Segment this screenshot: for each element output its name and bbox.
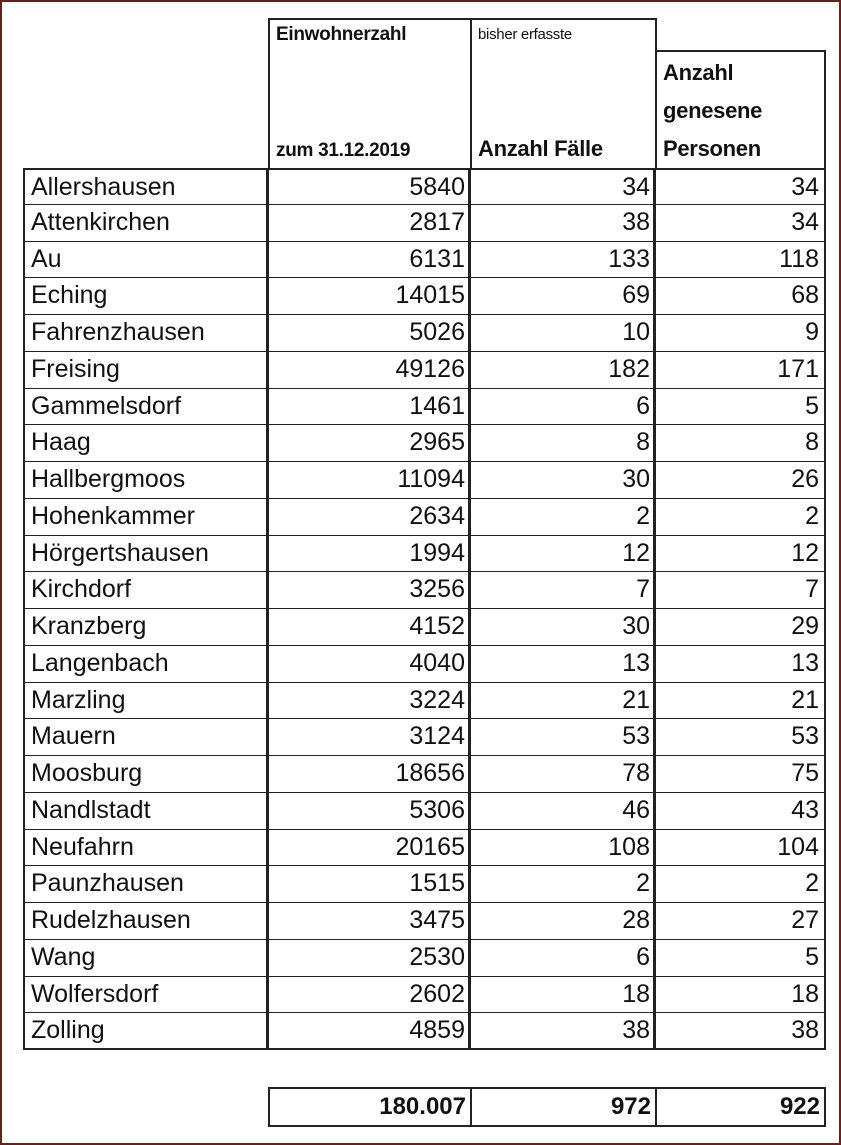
total-recovered: 922 (779, 1093, 820, 1120)
table-row (23, 572, 826, 609)
header-cases-title: Anzahl Fälle (478, 136, 603, 161)
municipality-cell: Neufahrn (23, 830, 268, 867)
municipality-cell: Kranzberg (23, 609, 268, 646)
municipality-cell: Attenkirchen (23, 205, 268, 242)
population-cell: 11094 (268, 462, 470, 499)
cases-cell: 182 (470, 352, 655, 389)
table-row (23, 793, 826, 830)
header-recovered (655, 50, 826, 170)
recovered-cell: 75 (655, 756, 826, 793)
recovered-cell: 2 (655, 499, 826, 536)
table-row (23, 903, 826, 940)
cases-cell: 28 (470, 903, 655, 940)
data-table (23, 168, 826, 1050)
municipality-cell: Zolling (23, 1013, 268, 1050)
population-cell: 3256 (268, 572, 470, 609)
municipality-cell: Paunzhausen (23, 866, 268, 903)
header-cases-sub: bisher erfasste (478, 26, 572, 43)
table-row (23, 1013, 826, 1050)
header-population (268, 18, 472, 170)
population-cell: 1515 (268, 866, 470, 903)
population-cell: 18656 (268, 756, 470, 793)
population-cell: 3124 (268, 719, 470, 756)
municipality-cell: Wolfersdorf (23, 977, 268, 1014)
cases-cell: 108 (470, 830, 655, 867)
recovered-cell: 9 (655, 315, 826, 352)
header-population-title: Einwohnerzahl (276, 24, 407, 45)
table-row (23, 940, 826, 977)
recovered-cell: 171 (655, 352, 826, 389)
recovered-cell: 68 (655, 278, 826, 315)
table-row (23, 278, 826, 315)
cases-cell: 6 (470, 940, 655, 977)
recovered-cell: 118 (655, 242, 826, 279)
table-row (23, 719, 826, 756)
table-row (23, 499, 826, 536)
municipality-cell: Hohenkammer (23, 499, 268, 536)
population-cell: 4152 (268, 609, 470, 646)
table-row (23, 462, 826, 499)
totals-row (268, 1087, 826, 1127)
municipality-cell: Rudelzhausen (23, 903, 268, 940)
municipality-cell: Eching (23, 278, 268, 315)
recovered-cell: 27 (655, 903, 826, 940)
recovered-cell: 18 (655, 977, 826, 1014)
cases-cell: 46 (470, 793, 655, 830)
table-row (23, 315, 826, 352)
population-cell: 3475 (268, 903, 470, 940)
table-row (23, 536, 826, 573)
recovered-cell: 53 (655, 719, 826, 756)
cases-cell: 78 (470, 756, 655, 793)
cases-cell: 30 (470, 609, 655, 646)
cases-cell: 38 (470, 205, 655, 242)
table-row (23, 425, 826, 462)
cases-cell: 2 (470, 499, 655, 536)
table-row (23, 389, 826, 426)
municipality-cell: Freising (23, 352, 268, 389)
cases-cell: 69 (470, 278, 655, 315)
table-row (23, 866, 826, 903)
population-cell: 2634 (268, 499, 470, 536)
municipality-cell: Kirchdorf (23, 572, 268, 609)
cases-cell: 21 (470, 683, 655, 720)
population-cell: 2530 (268, 940, 470, 977)
municipality-cell: Moosburg (23, 756, 268, 793)
table-row (23, 646, 826, 683)
recovered-cell: 34 (655, 205, 826, 242)
cases-cell: 53 (470, 719, 655, 756)
recovered-cell: 38 (655, 1013, 826, 1050)
population-cell: 5840 (268, 168, 470, 205)
recovered-cell: 104 (655, 830, 826, 867)
municipality-cell: Allershausen (23, 168, 268, 205)
population-cell: 5026 (268, 315, 470, 352)
recovered-cell: 43 (655, 793, 826, 830)
header-recovered-line2: genesene (663, 98, 763, 123)
population-cell: 2817 (268, 205, 470, 242)
total-cases: 972 (472, 1089, 657, 1125)
header-population-date: zum 31.12.2019 (276, 140, 411, 161)
recovered-cell: 8 (655, 425, 826, 462)
municipality-cell: Nandlstadt (23, 793, 268, 830)
municipality-cell: Au (23, 242, 268, 279)
municipality-cell: Hallbergmoos (23, 462, 268, 499)
table-row (23, 352, 826, 389)
recovered-cell: 13 (655, 646, 826, 683)
cases-cell: 34 (470, 168, 655, 205)
cases-cell: 38 (470, 1013, 655, 1050)
municipality-cell: Hörgertshausen (23, 536, 268, 573)
cases-cell: 2 (470, 866, 655, 903)
table-row (23, 242, 826, 279)
population-cell: 49126 (268, 352, 470, 389)
population-cell: 14015 (268, 278, 470, 315)
recovered-cell: 21 (655, 683, 826, 720)
recovered-cell: 5 (655, 389, 826, 426)
cases-cell: 6 (470, 389, 655, 426)
municipality-cell: Marzling (23, 683, 268, 720)
population-cell: 1461 (268, 389, 470, 426)
population-cell: 6131 (268, 242, 470, 279)
municipality-cell: Haag (23, 425, 268, 462)
population-cell: 5306 (268, 793, 470, 830)
population-cell: 20165 (268, 830, 470, 867)
cases-cell: 30 (470, 462, 655, 499)
municipality-cell: Fahrenzhausen (23, 315, 268, 352)
recovered-cell: 26 (655, 462, 826, 499)
recovered-cell: 29 (655, 609, 826, 646)
header-recovered-line1: Anzahl (663, 60, 734, 85)
total-population: 180.007 (270, 1089, 472, 1125)
recovered-cell: 5 (655, 940, 826, 977)
cases-cell: 7 (470, 572, 655, 609)
recovered-cell: 34 (655, 168, 826, 205)
table-row (23, 683, 826, 720)
population-cell: 4040 (268, 646, 470, 683)
cases-cell: 8 (470, 425, 655, 462)
municipality-cell: Wang (23, 940, 268, 977)
cases-cell: 13 (470, 646, 655, 683)
municipality-cell: Gammelsdorf (23, 389, 268, 426)
population-cell: 2602 (268, 977, 470, 1014)
table-row (23, 977, 826, 1014)
table-row (23, 609, 826, 646)
population-cell: 1994 (268, 536, 470, 573)
municipality-cell: Mauern (23, 719, 268, 756)
population-cell: 2965 (268, 425, 470, 462)
population-cell: 3224 (268, 683, 470, 720)
header-recovered-line3: Personen (663, 136, 761, 161)
cases-cell: 10 (470, 315, 655, 352)
population-cell: 4859 (268, 1013, 470, 1050)
table-row (23, 205, 826, 242)
table-row (23, 756, 826, 793)
recovered-cell: 7 (655, 572, 826, 609)
cases-cell: 133 (470, 242, 655, 279)
table-row (23, 830, 826, 867)
header-cases (470, 18, 657, 170)
cases-cell: 18 (470, 977, 655, 1014)
municipality-cell: Langenbach (23, 646, 268, 683)
table-row (23, 168, 826, 205)
recovered-cell: 12 (655, 536, 826, 573)
recovered-cell: 2 (655, 866, 826, 903)
cases-cell: 12 (470, 536, 655, 573)
